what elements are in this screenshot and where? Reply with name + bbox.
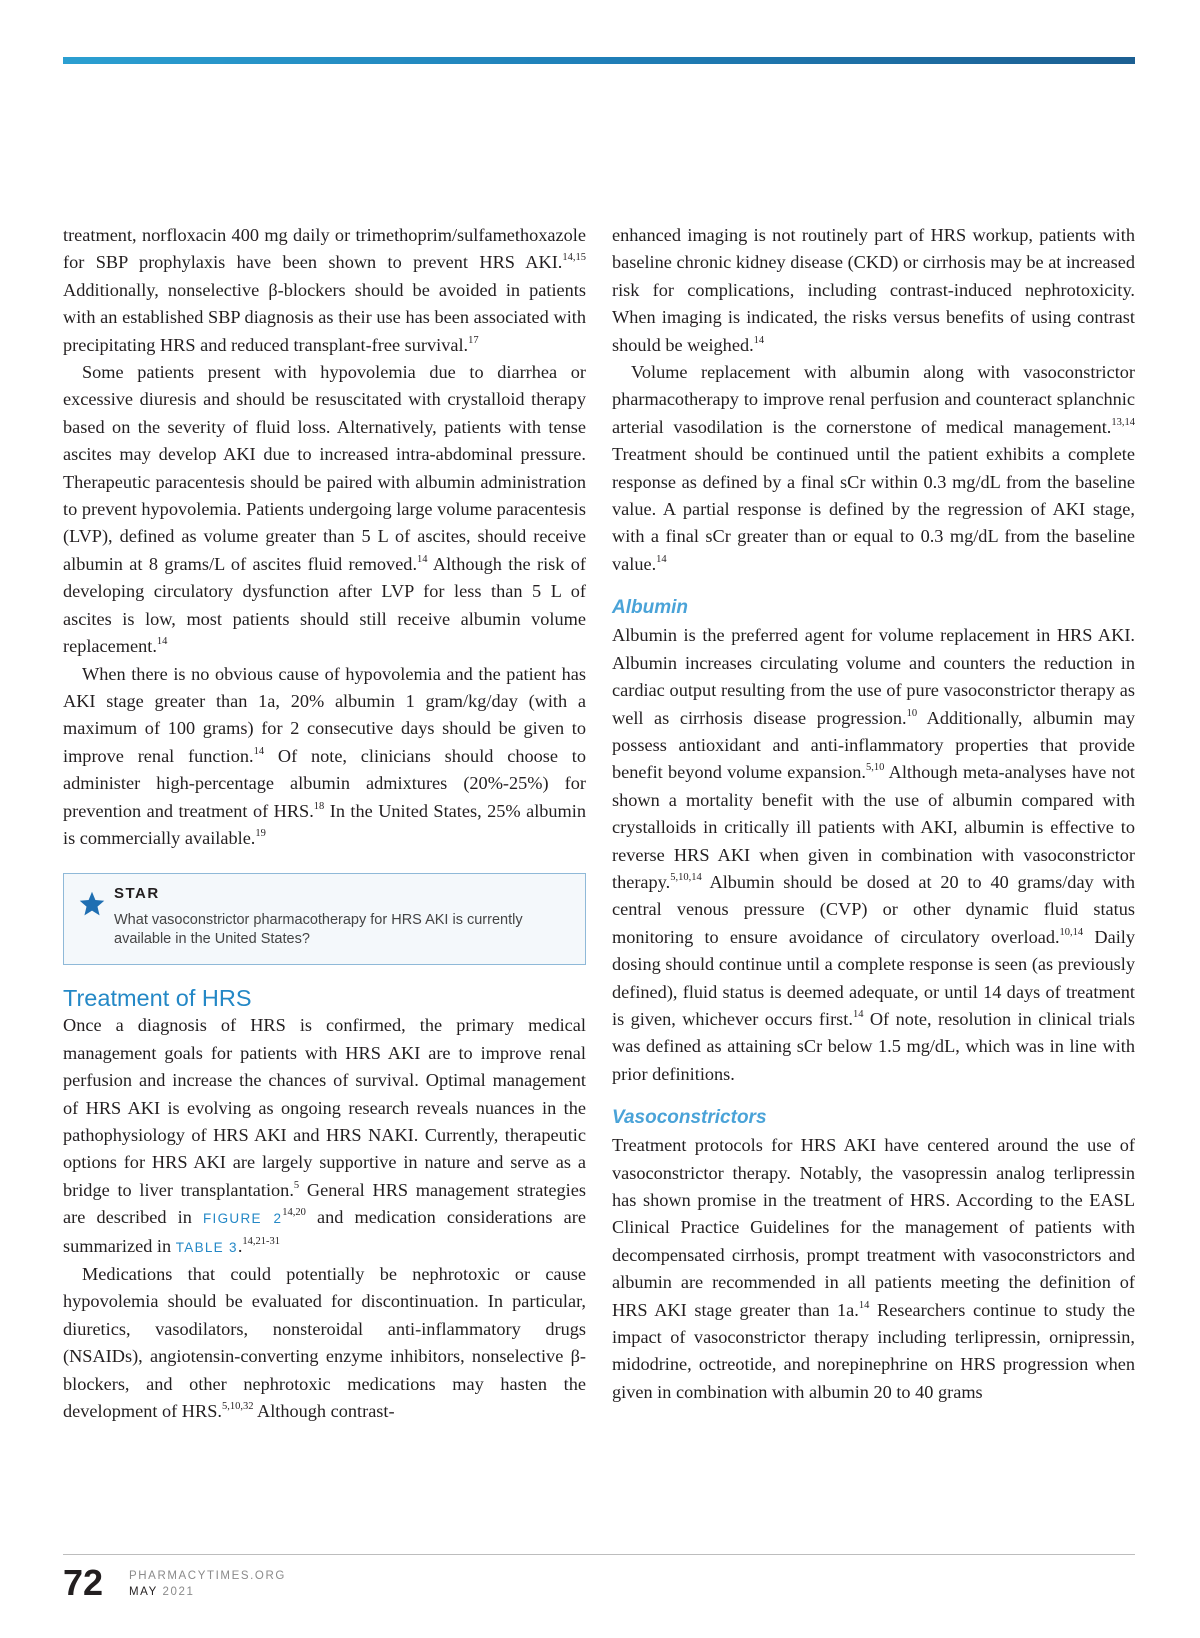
page-number: 72 [63, 1562, 104, 1603]
citation: 10 [906, 707, 918, 719]
top-accent-bar [63, 57, 1135, 64]
star-label: STAR [114, 885, 160, 903]
paragraph: When there is no obvious cause of hypovolemia and the patient has AKI stage greater than 1a, 20% albumin 1 gram/​kg/day (with a maximum of 100 grams) for 2 consecutive days should be given to improve renal function.$^{14}$ Of note, clinicians should choose to administer high-percentage albumin admixtures (20%-25%) for prevention and treatment of HRS.$^{18}$ In the United States, 25% albumin is commercially available.$^{19}$ [63, 663, 586, 848]
subhead-vasoconstrictors: Vasoconstrictors [612, 1107, 767, 1129]
citation: 18 [313, 800, 325, 812]
citation: 5,10,14 [670, 871, 702, 883]
citation: 14,15 [562, 252, 586, 264]
footer-divider [63, 1554, 1135, 1555]
citation: 5 [293, 1179, 300, 1191]
citation: 14 [417, 553, 428, 565]
citation: 14 [156, 636, 168, 648]
citation: 14,21-31 [242, 1235, 281, 1247]
paragraph: Some patients present with hypovolemia due to diarrhea or excessive diuresis and should be resuscitated with crystalloid therapy based on the severity of fluid loss. Alternatively, patients with tense ascites may develop AKI due to increased intra-abdominal pressure. Therapeutic paracentesis should be paired with albumin administration to prevent hypovolemia. Patients undergoing large volume paracentesis (LVP), defined as volume greater than 5 L of ascites, should receive albumin at 8 grams/L of ascites fluid removed.$^{14}$ Although the risk of developing circulatory dysfunction after LVP for less than 5 L of ascites is low, most patients should still receive albumin volume replacement.$^{14}$ [63, 362, 586, 657]
citation: 14 [852, 1008, 864, 1020]
figure-2-link[interactable]: FIGURE 2 [203, 1211, 283, 1227]
star-question: What vasoconstrictor pharmacotherapy for HRS AKI is currently available in the United States? [114, 912, 523, 948]
citation: 5,10 [865, 762, 885, 774]
table-3-link[interactable]: TABLE 3 [175, 1239, 238, 1255]
citation: 10,14 [1059, 926, 1084, 938]
paragraph: treatment, norfloxacin 400 mg daily or trimethoprim/sulfamethoxazole for SBP prophylaxis have been shown to prevent HRS AKI.$^{14,15}$ Additionally, nonselective β-blockers should be avoided in patients with an established SBP diagnosis as their use has been associated with precipitating HRS and reduced transplant-free survival.$^{17}$ [63, 225, 586, 355]
paragraph: Albumin is the preferred agent for volume replacement in HRS AKI. Albumin increases circulating volume and counters the reduction in cardiac output resulting from the use of pure vasoconstrictor therapy as well as cirrhosis disease progression.$^{10}$ Additionally, albumin may possess antioxidant and anti-inflammatory properties that provide benefit beyond volume expansion.$^{5,10}$ Although meta-analyses have not shown a mortality benefit with the use of albumin compared with crystalloids in critically ill patients with AKI, albumin is effective to reverse HRS AKI when given in combination with vasoconstrictor therapy.$^{5,10,14}$ Albumin should be dosed at 20 to 40 grams/day with central venous pressure (CVP) or other dynamic fluid status monitoring to ensure avoidance of circulatory overload.$^{10,14}$ Daily dosing should continue until a complete response is seen (as previously defined), fluid status is deemed adequate, or until 14 days of treatment is given, whichever occurs first.$^{14}$ Of note, resolution in clinical trials was defined as attaining sCr below 1.5 mg/dL, which was in line with prior definitions. [612, 625, 1135, 1084]
citation: 5,10,32 [221, 1401, 254, 1413]
section-title: Treatment of HRS [63, 985, 252, 1012]
citation: 14 [656, 553, 667, 565]
left-column [63, 222, 586, 1425]
footer-date: MAY 2021 [129, 1586, 195, 1598]
citation: 19 [255, 827, 266, 839]
paragraph: Volume replacement with albumin along with vasoconstrictor pharmacotherapy to improve renal perfusion and counteract splanchnic arterial vasodilation is the cornerstone of medical management.$^{13,14}$ Treatment should be continued until the patient exhibits a complete response as defined by a final sCr within 0.3 mg/dL from the baseline value. A partial response is defined by the regression of AKI stage, with a final sCr greater than or equal to 0.3 mg/dL from the baseline value.$^{14}$ [612, 362, 1135, 574]
citation: 14,20 [282, 1207, 306, 1219]
right-column [612, 222, 1135, 1406]
citation: 14 [858, 1299, 870, 1311]
paragraph: Once a diagnosis of HRS is confirmed, the primary medical management goals for patients with HRS AKI are to improve renal perfusion and increase the chances of survival. Optimal management of HRS AKI is evolving as ongoing research reveals nuances in the pathophysiology of HRS AKI and HRS NAKI. Currently, therapeutic options for HRS AKI are largely supportive in nature and serve as a bridge to liver transplantation.$^5$ General HRS management strategies are described in FIGURE 2$^{14,20}$ and medication considerations are summarized in TABLE 3.$^{14,21-31}$ [63, 1015, 586, 1256]
paragraph: enhanced imaging is not routinely part of HRS workup, patients with baseline chronic kidney disease (CKD) or cirrhosis may be at increased risk for complications, including contrast-induced nephrotoxicity. When imaging is indicated, the risks versus benefits of using contrast should be weighed.$^{14}$ [612, 225, 1135, 355]
citation: 13,14 [1111, 416, 1135, 428]
citation: 14 [753, 334, 765, 346]
subhead-albumin: Albumin [612, 597, 688, 619]
paragraph: Treatment protocols for HRS AKI have centered around the use of vasoconstrictor therapy. Notably, the vasopressin analog terlipressin has shown promise in the treatment of HRS. According to the EASL Clinical Practice Guidelines for the management of patients with decompensated cirrhosis, prompt treatment with vasoconstrictors and albumin are recommended in all patients meeting the definition of HRS AKI stage greater than 1a.$^{14}$ Researchers continue to study the impact of vasoconstrictor therapy including terlipressin, ornipressin, midodrine, octreotide, and norepinephrine on HRS progression when given in combination with albumin 20 to 40 grams [612, 1135, 1135, 1402]
star-icon [78, 890, 106, 918]
citation: 17 [468, 334, 479, 346]
star-callout-box [63, 873, 586, 965]
paragraph: Medications that could potentially be nephrotoxic or cause hypovolemia should be evaluated for discontinuation. In particular, diuretics, vasodilators, nonsteroidal anti-inflammatory drugs (NSAIDs), angiotensin-converting enzyme inhibitors, nonselective β-blockers, and other nephrotoxic medications may hasten the development of HRS.$^{5,10,32}$ Although contrast- [63, 1264, 586, 1422]
citation: 14 [253, 745, 265, 757]
footer-site[interactable]: PHARMACYTIMES.ORG [129, 1570, 286, 1582]
